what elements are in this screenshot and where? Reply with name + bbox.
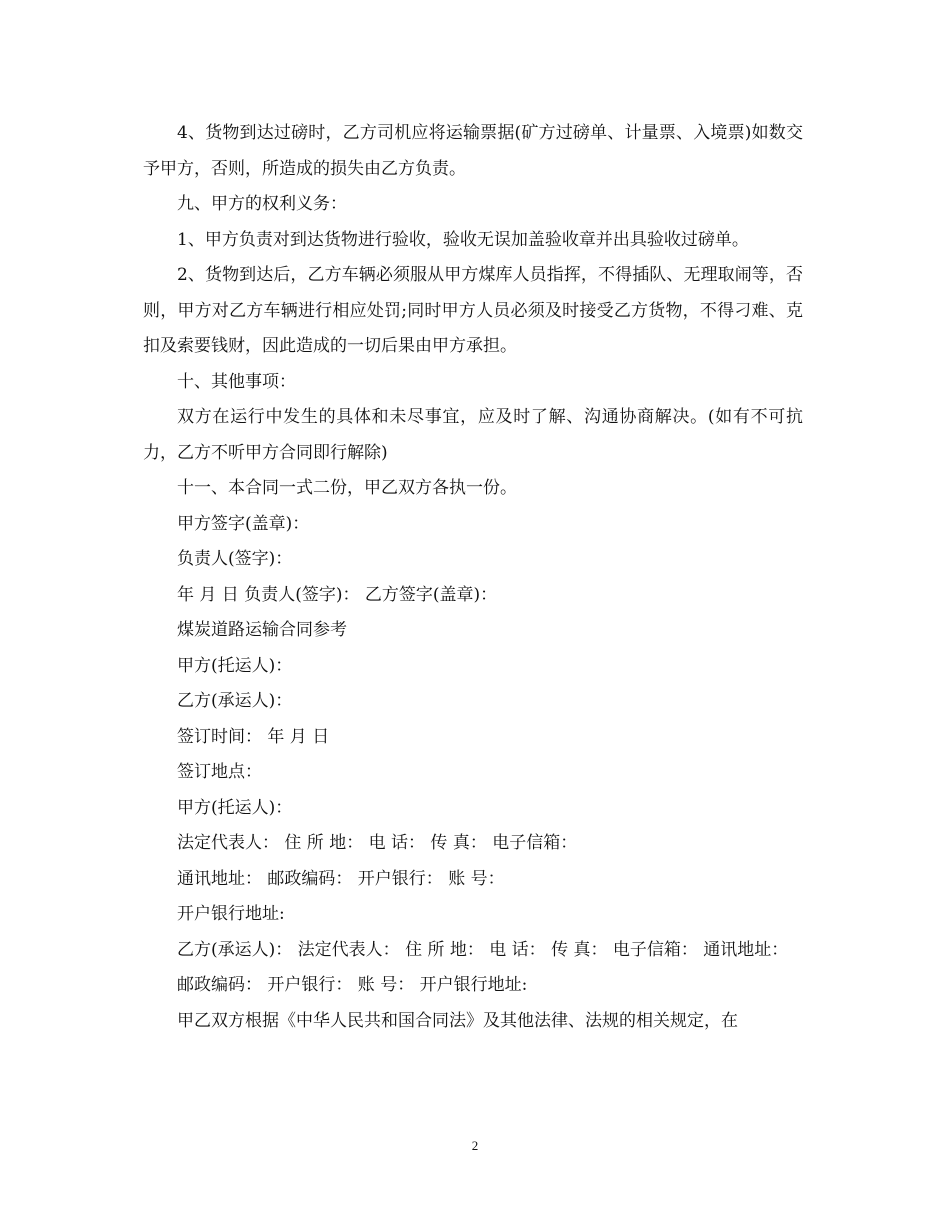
paragraph-negotiation: 双方在运行中发生的具体和未尽事宜，应及时了解、沟通协商解决。(如有不可抗力，乙方不听甲方合同即行解除) <box>143 407 803 463</box>
party-a-signature: 甲方签字(盖章)： <box>177 513 310 534</box>
party-a-representative-line: 法定代表人： 住 所 地： 电 话： 传 真： 电子信箱： <box>177 833 578 853</box>
paragraph-cargo-weighing: 4、货物到达过磅时，乙方司机应将运输票据(矿方过磅单、计量票、入境票)如数交予甲方，否则，所造成的损失由乙方负责。 <box>143 123 803 179</box>
heading-party-a-rights: 九、甲方的权利义务： <box>177 194 347 214</box>
party-a-shipper: 甲方(托运人)： <box>177 655 293 676</box>
party-b-bank-line: 邮政编码： 开户银行： 账 号： 开户银行地址: <box>177 975 528 995</box>
paragraph-copies: 十一、本合同一式二份，甲乙双方各执一份。 <box>177 478 517 498</box>
signing-place: 签订地点： <box>177 762 262 782</box>
document-body <box>143 116 803 1039</box>
signing-date: 签订时间： 年 月 日 <box>177 726 330 747</box>
contract-title: 煤炭道路运输合同参考 <box>177 620 347 640</box>
party-b-details-line: 乙方(承运人)： 法定代表人： 住 所 地： 电 话： 传 真： 电子信箱： 通讯地址： <box>177 939 789 960</box>
heading-other-matters: 十、其他事项： <box>177 371 296 392</box>
date-signature-line: 年 月 日 负责人(签字)： 乙方签字(盖章)： <box>177 584 498 605</box>
party-a-address-line: 通讯地址： 邮政编码： 开户银行： 账 号： <box>177 868 505 889</box>
page-number: 2 <box>471 1138 479 1153</box>
paragraph-vehicle-rules: 2、货物到达后，乙方车辆必须服从甲方煤库人员指挥，不得插队、无理取闹等，否则，甲方对乙方车辆进行相应处罚;同时甲方人员必须及时接受乙方货物，不得刁难、克扣及索要钱财，因此造成的一切后果由甲方承担。 <box>143 265 803 356</box>
party-a-bank-address: 开户银行地址: <box>177 904 285 924</box>
paragraph-inspection: 1、甲方负责对到达货物进行验收，验收无误加盖验收章并出具验收过磅单。 <box>177 229 749 250</box>
paragraph-legal-basis: 甲乙双方根据《中华人民共和国合同法》及其他法律、法规的相关规定，在 <box>177 1010 738 1031</box>
party-b-carrier: 乙方(承运人)： <box>177 691 293 711</box>
party-a-shipper-details: 甲方(托运人)： <box>177 797 293 818</box>
responsible-person-signature: 负责人(签字)： <box>177 549 293 569</box>
